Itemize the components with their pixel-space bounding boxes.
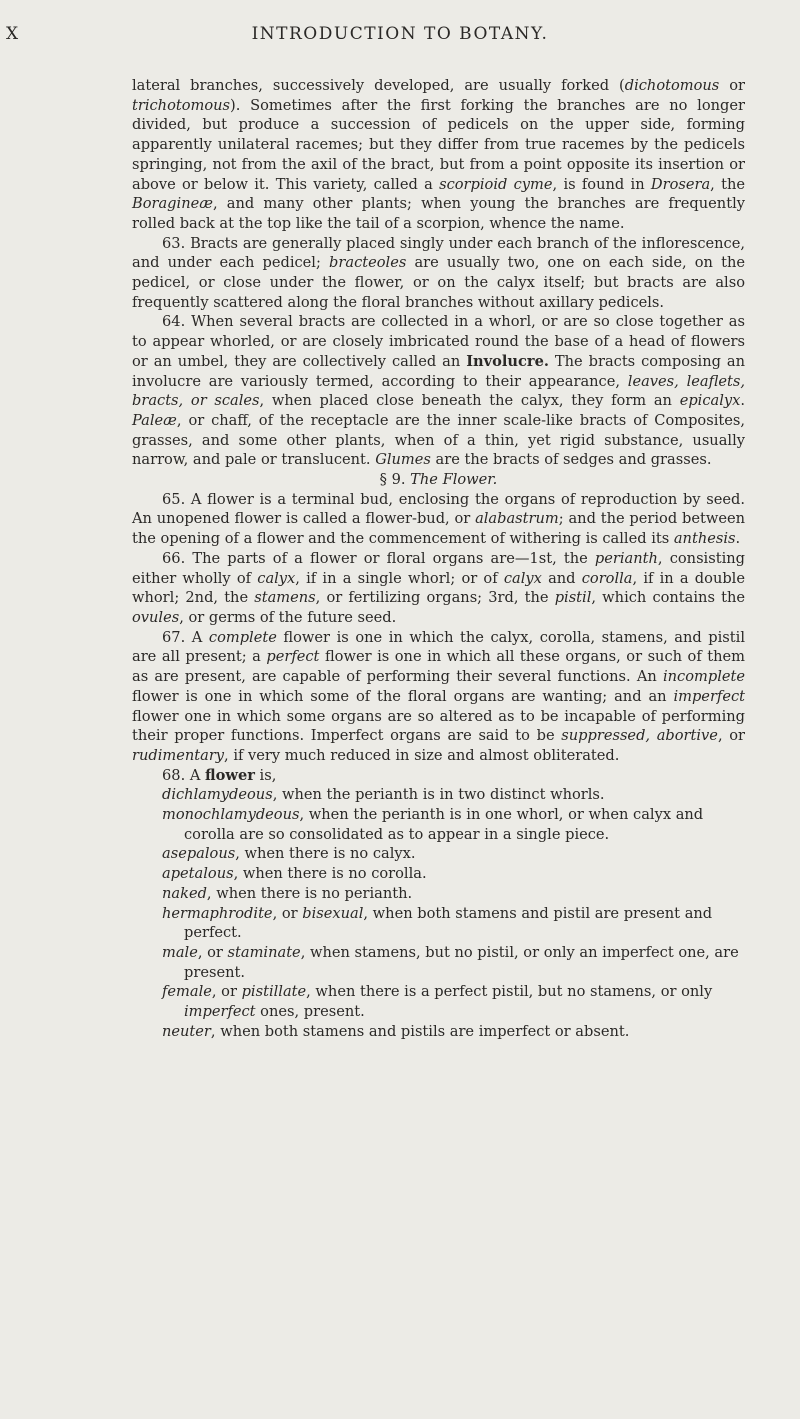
running-title: INTRODUCTION TO BOTANY.: [251, 24, 549, 44]
definition-male: male, or staminate, when stamens, but no pistil, or only an imperfect one, are present.: [162, 943, 739, 981]
paragraph-65: 65. A flower is a terminal bud, enclosing the organs of reproduction by seed. An unopened flower is called a flower-bud, or alabastrum; and the period between the opening of a flower and the commencement of withering is called its anthesis.: [132, 490, 745, 548]
section-heading: § 9. The Flower.: [379, 471, 498, 489]
paragraph-continued: lateral branches, successively developed, are usually forked (dichotomous or trichotomous). Sometimes after the first forking the branches are no longer divided, but produce a succession of pedicels on the upper side, forming apparently unilateral racemes; but they differ from true racemes by the pedicels springing, not from the axil of the bract, but from a point opposite its insertion or above or below it. This variety, called a scorpioid cyme, is found in Drosera, the Boragineæ, and many other plants; when young the branches are frequently rolled back at the top like the tail of a scorpion, whence the name.: [132, 77, 746, 232]
page-body: [132, 76, 745, 1041]
definition-monochlamydeous: monochlamydeous, when the perianth is in one whorl, or when calyx and corolla are so consolidated as to appear in a single piece.: [162, 806, 704, 843]
running-header: [0, 14, 800, 54]
definition-female: female, or pistillate, when there is a perfect pistil, but no stamens, or only imperfect ones, present.: [162, 983, 713, 1021]
definition-hermaphrodite: hermaphrodite, or bisexual, when both stamens and pistil are present and perfect.: [162, 904, 713, 942]
definition-asepalous: asepalous, when there is no calyx.: [162, 845, 416, 863]
paragraph-68: 68. A flower is,: [162, 766, 277, 784]
paragraph-64: 64. When several bracts are collected in a whorl, or are so close together as to appear whorled, or are closely imbricated round the base of a head of flowers or an umbel, they are collectively called an Involucre. The bracts composing an involucre are variously termed, according to their appearance, leaves, leaflets, bracts, or scales, when placed close beneath the calyx, they form an epicalyx. Paleæ, or chaff, of the receptacle are the inner scale-like bracts of Composites, grasses, and some other plants, when of a thin, yet rigid substance, usually narrow, and pale or translucent. Glumes are the bracts of sedges and grasses.: [132, 313, 746, 469]
definition-apetalous: apetalous, when there is no corolla.: [162, 865, 427, 883]
definition-naked: naked, when there is no perianth.: [162, 884, 413, 902]
paragraph-66: 66. The parts of a flower or floral organs are—1st, the perianth, consisting either wholly of calyx, if in a single whorl; or of calyx and corolla, if in a double whorl; 2nd, the stamens, or fertilizing organs; 3rd, the pistil, which contains the ovules, or germs of the future seed.: [132, 549, 745, 626]
paragraph-63: 63. Bracts are generally placed singly under each branch of the inflorescence, and under each pedicel; bracteoles are usually two, one on each side, on the pedicel, or close under the flower, or on the calyx itself; but bracts are also frequently scattered along the floral branches without axillary pedicels.: [132, 234, 745, 311]
paragraph-67: 67. A complete flower is one in which the calyx, corolla, stamens, and pistil are all present; a perfect flower is one in which all these organs, or such of them as are present, are capable of performing their several functions. An incomplete flower is one in which some of the floral organs are wanting; and an imperfect flower one in which some organs are so altered as to be incapable of performing their proper functions. Imperfect organs are said to be suppressed, abortive, or rudimentary, if very much reduced in size and almost obliterated.: [132, 628, 746, 764]
definition-neuter: neuter, when both stamens and pistils are imperfect or absent.: [162, 1022, 630, 1040]
page-number: X: [6, 24, 20, 44]
definition-dichlamydeous: dichlamydeous, when the perianth is in two distinct whorls.: [162, 786, 605, 804]
